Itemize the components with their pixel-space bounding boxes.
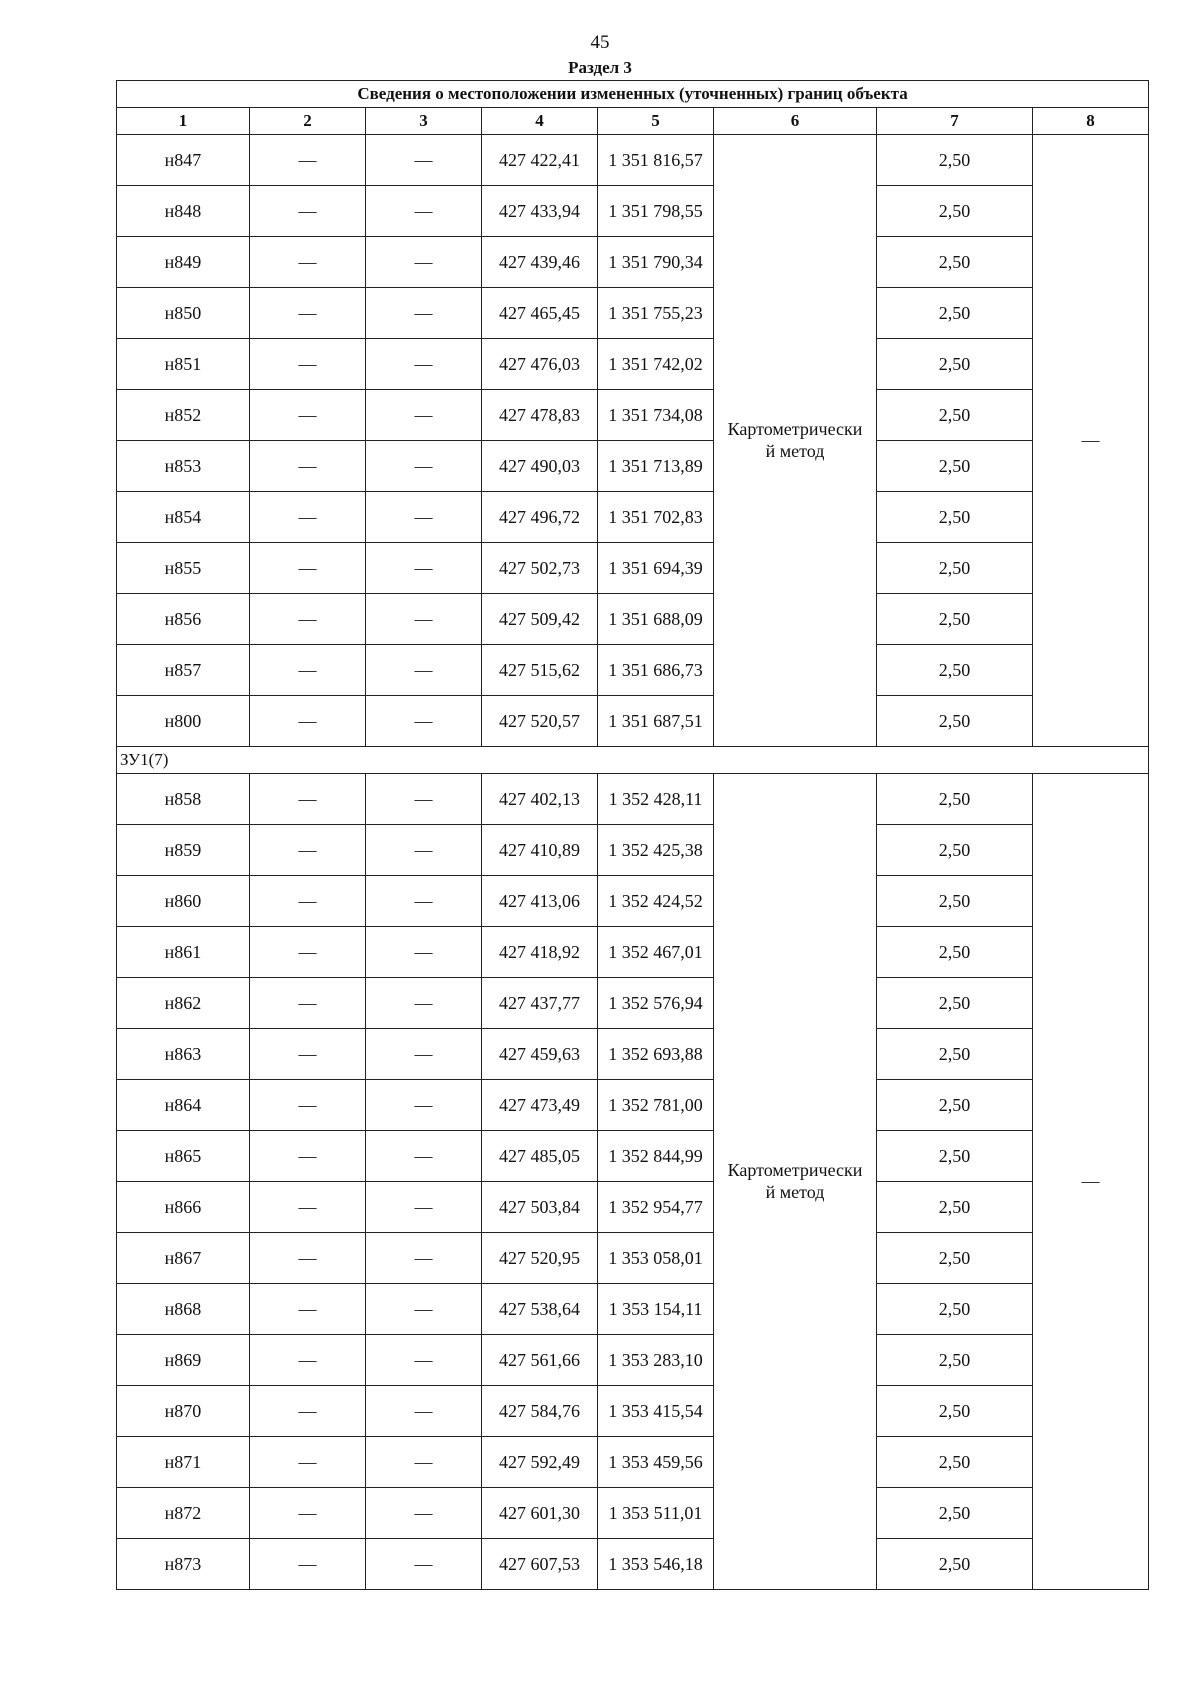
table-row bbox=[117, 543, 1149, 594]
column-2-value: — bbox=[250, 774, 366, 825]
coordinate-y: 1 353 058,01 bbox=[598, 1233, 714, 1284]
table-row bbox=[117, 492, 1149, 543]
table-row bbox=[117, 1488, 1149, 1539]
table-row bbox=[117, 978, 1149, 1029]
column-2-value: — bbox=[250, 543, 366, 594]
point-id: н860 bbox=[117, 876, 250, 927]
table-title: Сведения о местоположении измененных (уточненных) границ объекта bbox=[117, 81, 1149, 108]
coordinate-y: 1 352 576,94 bbox=[598, 978, 714, 1029]
accuracy-value: 2,50 bbox=[877, 1488, 1033, 1539]
column-3-value: — bbox=[366, 186, 482, 237]
point-id: н853 bbox=[117, 441, 250, 492]
table-row bbox=[117, 1335, 1149, 1386]
coordinate-y: 1 352 954,77 bbox=[598, 1182, 714, 1233]
coordinate-x: 427 520,57 bbox=[482, 696, 598, 747]
point-id: н863 bbox=[117, 1029, 250, 1080]
accuracy-value: 2,50 bbox=[877, 927, 1033, 978]
coordinate-x: 427 607,53 bbox=[482, 1539, 598, 1590]
column-3-value: — bbox=[366, 1233, 482, 1284]
column-2-value: — bbox=[250, 1182, 366, 1233]
coordinate-x: 427 520,95 bbox=[482, 1233, 598, 1284]
accuracy-value: 2,50 bbox=[877, 135, 1033, 186]
column-3-value: — bbox=[366, 1182, 482, 1233]
coordinate-y: 1 353 415,54 bbox=[598, 1386, 714, 1437]
point-id: н851 bbox=[117, 339, 250, 390]
accuracy-value: 2,50 bbox=[877, 594, 1033, 645]
coordinate-y: 1 353 511,01 bbox=[598, 1488, 714, 1539]
point-id: н862 bbox=[117, 978, 250, 1029]
column-2-value: — bbox=[250, 339, 366, 390]
accuracy-value: 2,50 bbox=[877, 441, 1033, 492]
column-2-value: — bbox=[250, 876, 366, 927]
column-3-value: — bbox=[366, 978, 482, 1029]
coordinate-x: 427 459,63 bbox=[482, 1029, 598, 1080]
coordinate-x: 427 503,84 bbox=[482, 1182, 598, 1233]
column-number: 4 bbox=[482, 108, 598, 135]
point-id: н849 bbox=[117, 237, 250, 288]
coordinate-y: 1 352 781,00 bbox=[598, 1080, 714, 1131]
point-id: н870 bbox=[117, 1386, 250, 1437]
column-3-value: — bbox=[366, 288, 482, 339]
boundary-coordinates-table bbox=[116, 80, 1149, 1590]
column-2-value: — bbox=[250, 1080, 366, 1131]
coordinate-y: 1 351 816,57 bbox=[598, 135, 714, 186]
table-row bbox=[117, 594, 1149, 645]
column-number: 2 bbox=[250, 108, 366, 135]
table-row bbox=[117, 186, 1149, 237]
accuracy-value: 2,50 bbox=[877, 186, 1033, 237]
accuracy-value: 2,50 bbox=[877, 1539, 1033, 1590]
point-id: н847 bbox=[117, 135, 250, 186]
accuracy-value: 2,50 bbox=[877, 1233, 1033, 1284]
column-number: 1 bbox=[117, 108, 250, 135]
column-2-value: — bbox=[250, 390, 366, 441]
table-row bbox=[117, 441, 1149, 492]
coordinate-x: 427 422,41 bbox=[482, 135, 598, 186]
coordinate-y: 1 351 686,73 bbox=[598, 645, 714, 696]
coordinate-x: 427 402,13 bbox=[482, 774, 598, 825]
coordinate-x: 427 485,05 bbox=[482, 1131, 598, 1182]
point-id: н873 bbox=[117, 1539, 250, 1590]
coordinate-x: 427 561,66 bbox=[482, 1335, 598, 1386]
column-3-value: — bbox=[366, 339, 482, 390]
group-label: ЗУ1(7) bbox=[117, 747, 1149, 774]
coordinate-x: 427 496,72 bbox=[482, 492, 598, 543]
column-2-value: — bbox=[250, 1233, 366, 1284]
coordinate-x: 427 538,64 bbox=[482, 1284, 598, 1335]
coordinate-y: 1 352 428,11 bbox=[598, 774, 714, 825]
coordinate-x: 427 509,42 bbox=[482, 594, 598, 645]
column-number-row bbox=[117, 108, 1149, 135]
accuracy-value: 2,50 bbox=[877, 978, 1033, 1029]
accuracy-value: 2,50 bbox=[877, 696, 1033, 747]
column-3-value: — bbox=[366, 1335, 482, 1386]
point-id: н850 bbox=[117, 288, 250, 339]
determination-method: Картометрически й метод bbox=[714, 774, 877, 1590]
table-row bbox=[117, 288, 1149, 339]
coordinate-x: 427 465,45 bbox=[482, 288, 598, 339]
column-8-value: — bbox=[1033, 135, 1149, 747]
coordinate-x: 427 418,92 bbox=[482, 927, 598, 978]
column-3-value: — bbox=[366, 927, 482, 978]
column-3-value: — bbox=[366, 543, 482, 594]
table-row bbox=[117, 1386, 1149, 1437]
accuracy-value: 2,50 bbox=[877, 492, 1033, 543]
column-3-value: — bbox=[366, 135, 482, 186]
column-3-value: — bbox=[366, 594, 482, 645]
table-title-row bbox=[117, 81, 1149, 108]
column-2-value: — bbox=[250, 492, 366, 543]
coordinate-y: 1 351 742,02 bbox=[598, 339, 714, 390]
column-number: 7 bbox=[877, 108, 1033, 135]
coordinate-x: 427 410,89 bbox=[482, 825, 598, 876]
coordinate-x: 427 490,03 bbox=[482, 441, 598, 492]
column-3-value: — bbox=[366, 1029, 482, 1080]
point-id: н871 bbox=[117, 1437, 250, 1488]
accuracy-value: 2,50 bbox=[877, 1182, 1033, 1233]
table-row bbox=[117, 1080, 1149, 1131]
column-2-value: — bbox=[250, 1029, 366, 1080]
coordinate-x: 427 515,62 bbox=[482, 645, 598, 696]
accuracy-value: 2,50 bbox=[877, 543, 1033, 594]
table-row bbox=[117, 339, 1149, 390]
point-id: н848 bbox=[117, 186, 250, 237]
table-row bbox=[117, 927, 1149, 978]
table-row bbox=[117, 774, 1149, 825]
point-id: н861 bbox=[117, 927, 250, 978]
column-3-value: — bbox=[366, 696, 482, 747]
column-number: 5 bbox=[598, 108, 714, 135]
column-2-value: — bbox=[250, 1131, 366, 1182]
coordinate-x: 427 601,30 bbox=[482, 1488, 598, 1539]
column-2-value: — bbox=[250, 1488, 366, 1539]
column-2-value: — bbox=[250, 441, 366, 492]
accuracy-value: 2,50 bbox=[877, 288, 1033, 339]
column-2-value: — bbox=[250, 696, 366, 747]
accuracy-value: 2,50 bbox=[877, 876, 1033, 927]
table-row bbox=[117, 876, 1149, 927]
coordinate-y: 1 351 798,55 bbox=[598, 186, 714, 237]
coordinate-x: 427 584,76 bbox=[482, 1386, 598, 1437]
point-id: н866 bbox=[117, 1182, 250, 1233]
accuracy-value: 2,50 bbox=[877, 1386, 1033, 1437]
coordinate-x: 427 433,94 bbox=[482, 186, 598, 237]
point-id: н869 bbox=[117, 1335, 250, 1386]
coordinate-x: 427 473,49 bbox=[482, 1080, 598, 1131]
accuracy-value: 2,50 bbox=[877, 390, 1033, 441]
table-row bbox=[117, 237, 1149, 288]
point-id: н858 bbox=[117, 774, 250, 825]
coordinate-x: 427 478,83 bbox=[482, 390, 598, 441]
column-2-value: — bbox=[250, 978, 366, 1029]
column-3-value: — bbox=[366, 1080, 482, 1131]
table-row bbox=[117, 825, 1149, 876]
column-3-value: — bbox=[366, 1386, 482, 1437]
accuracy-value: 2,50 bbox=[877, 1029, 1033, 1080]
point-id: н872 bbox=[117, 1488, 250, 1539]
coordinate-x: 427 476,03 bbox=[482, 339, 598, 390]
column-3-value: — bbox=[366, 1488, 482, 1539]
section-title: Раздел 3 bbox=[568, 58, 632, 77]
column-3-value: — bbox=[366, 1284, 482, 1335]
column-2-value: — bbox=[250, 1386, 366, 1437]
column-number: 8 bbox=[1033, 108, 1149, 135]
point-id: н854 bbox=[117, 492, 250, 543]
table-row bbox=[117, 1284, 1149, 1335]
column-3-value: — bbox=[366, 645, 482, 696]
table-row bbox=[117, 1539, 1149, 1590]
column-2-value: — bbox=[250, 1284, 366, 1335]
group-label-row bbox=[117, 747, 1149, 774]
column-3-value: — bbox=[366, 1131, 482, 1182]
coordinate-y: 1 353 546,18 bbox=[598, 1539, 714, 1590]
column-3-value: — bbox=[366, 390, 482, 441]
table-row bbox=[117, 1182, 1149, 1233]
column-3-value: — bbox=[366, 774, 482, 825]
column-2-value: — bbox=[250, 237, 366, 288]
column-2-value: — bbox=[250, 825, 366, 876]
coordinate-y: 1 351 734,08 bbox=[598, 390, 714, 441]
accuracy-value: 2,50 bbox=[877, 1335, 1033, 1386]
coordinate-y: 1 351 694,39 bbox=[598, 543, 714, 594]
point-id: н865 bbox=[117, 1131, 250, 1182]
point-id: н868 bbox=[117, 1284, 250, 1335]
point-id: н867 bbox=[117, 1233, 250, 1284]
column-2-value: — bbox=[250, 594, 366, 645]
point-id: н852 bbox=[117, 390, 250, 441]
table-row bbox=[117, 390, 1149, 441]
point-id: н856 bbox=[117, 594, 250, 645]
accuracy-value: 2,50 bbox=[877, 1080, 1033, 1131]
coordinate-y: 1 351 688,09 bbox=[598, 594, 714, 645]
column-3-value: — bbox=[366, 492, 482, 543]
table-row bbox=[117, 1233, 1149, 1284]
accuracy-value: 2,50 bbox=[877, 1284, 1033, 1335]
column-number: 3 bbox=[366, 108, 482, 135]
accuracy-value: 2,50 bbox=[877, 339, 1033, 390]
accuracy-value: 2,50 bbox=[877, 1131, 1033, 1182]
column-2-value: — bbox=[250, 1437, 366, 1488]
column-8-value: — bbox=[1033, 774, 1149, 1590]
column-3-value: — bbox=[366, 825, 482, 876]
column-3-value: — bbox=[366, 441, 482, 492]
coordinate-x: 427 592,49 bbox=[482, 1437, 598, 1488]
column-3-value: — bbox=[366, 1437, 482, 1488]
coordinate-y: 1 352 425,38 bbox=[598, 825, 714, 876]
coordinate-y: 1 351 702,83 bbox=[598, 492, 714, 543]
coordinate-x: 427 502,73 bbox=[482, 543, 598, 594]
coordinate-y: 1 351 713,89 bbox=[598, 441, 714, 492]
point-id: н800 bbox=[117, 696, 250, 747]
column-2-value: — bbox=[250, 288, 366, 339]
coordinate-y: 1 352 693,88 bbox=[598, 1029, 714, 1080]
coordinate-y: 1 352 424,52 bbox=[598, 876, 714, 927]
column-3-value: — bbox=[366, 876, 482, 927]
column-3-value: — bbox=[366, 1539, 482, 1590]
coordinate-y: 1 352 467,01 bbox=[598, 927, 714, 978]
column-2-value: — bbox=[250, 186, 366, 237]
coordinate-y: 1 351 687,51 bbox=[598, 696, 714, 747]
point-id: н857 bbox=[117, 645, 250, 696]
column-2-value: — bbox=[250, 1335, 366, 1386]
point-id: н855 bbox=[117, 543, 250, 594]
coordinate-y: 1 353 459,56 bbox=[598, 1437, 714, 1488]
column-2-value: — bbox=[250, 645, 366, 696]
coordinate-y: 1 351 755,23 bbox=[598, 288, 714, 339]
column-number: 6 bbox=[714, 108, 877, 135]
accuracy-value: 2,50 bbox=[877, 774, 1033, 825]
point-id: н864 bbox=[117, 1080, 250, 1131]
determination-method: Картометрически й метод bbox=[714, 135, 877, 747]
page-number: 45 bbox=[590, 32, 610, 53]
table-row bbox=[117, 1029, 1149, 1080]
column-2-value: — bbox=[250, 927, 366, 978]
coordinate-y: 1 351 790,34 bbox=[598, 237, 714, 288]
table-row bbox=[117, 696, 1149, 747]
coordinate-x: 427 437,77 bbox=[482, 978, 598, 1029]
table-row bbox=[117, 1437, 1149, 1488]
coordinate-y: 1 352 844,99 bbox=[598, 1131, 714, 1182]
table-row bbox=[117, 1131, 1149, 1182]
accuracy-value: 2,50 bbox=[877, 825, 1033, 876]
table-row bbox=[117, 135, 1149, 186]
table-row bbox=[117, 645, 1149, 696]
coordinate-y: 1 353 283,10 bbox=[598, 1335, 714, 1386]
coordinate-x: 427 413,06 bbox=[482, 876, 598, 927]
column-2-value: — bbox=[250, 135, 366, 186]
accuracy-value: 2,50 bbox=[877, 237, 1033, 288]
accuracy-value: 2,50 bbox=[877, 645, 1033, 696]
point-id: н859 bbox=[117, 825, 250, 876]
coordinate-y: 1 353 154,11 bbox=[598, 1284, 714, 1335]
column-3-value: — bbox=[366, 237, 482, 288]
coordinate-x: 427 439,46 bbox=[482, 237, 598, 288]
column-2-value: — bbox=[250, 1539, 366, 1590]
accuracy-value: 2,50 bbox=[877, 1437, 1033, 1488]
